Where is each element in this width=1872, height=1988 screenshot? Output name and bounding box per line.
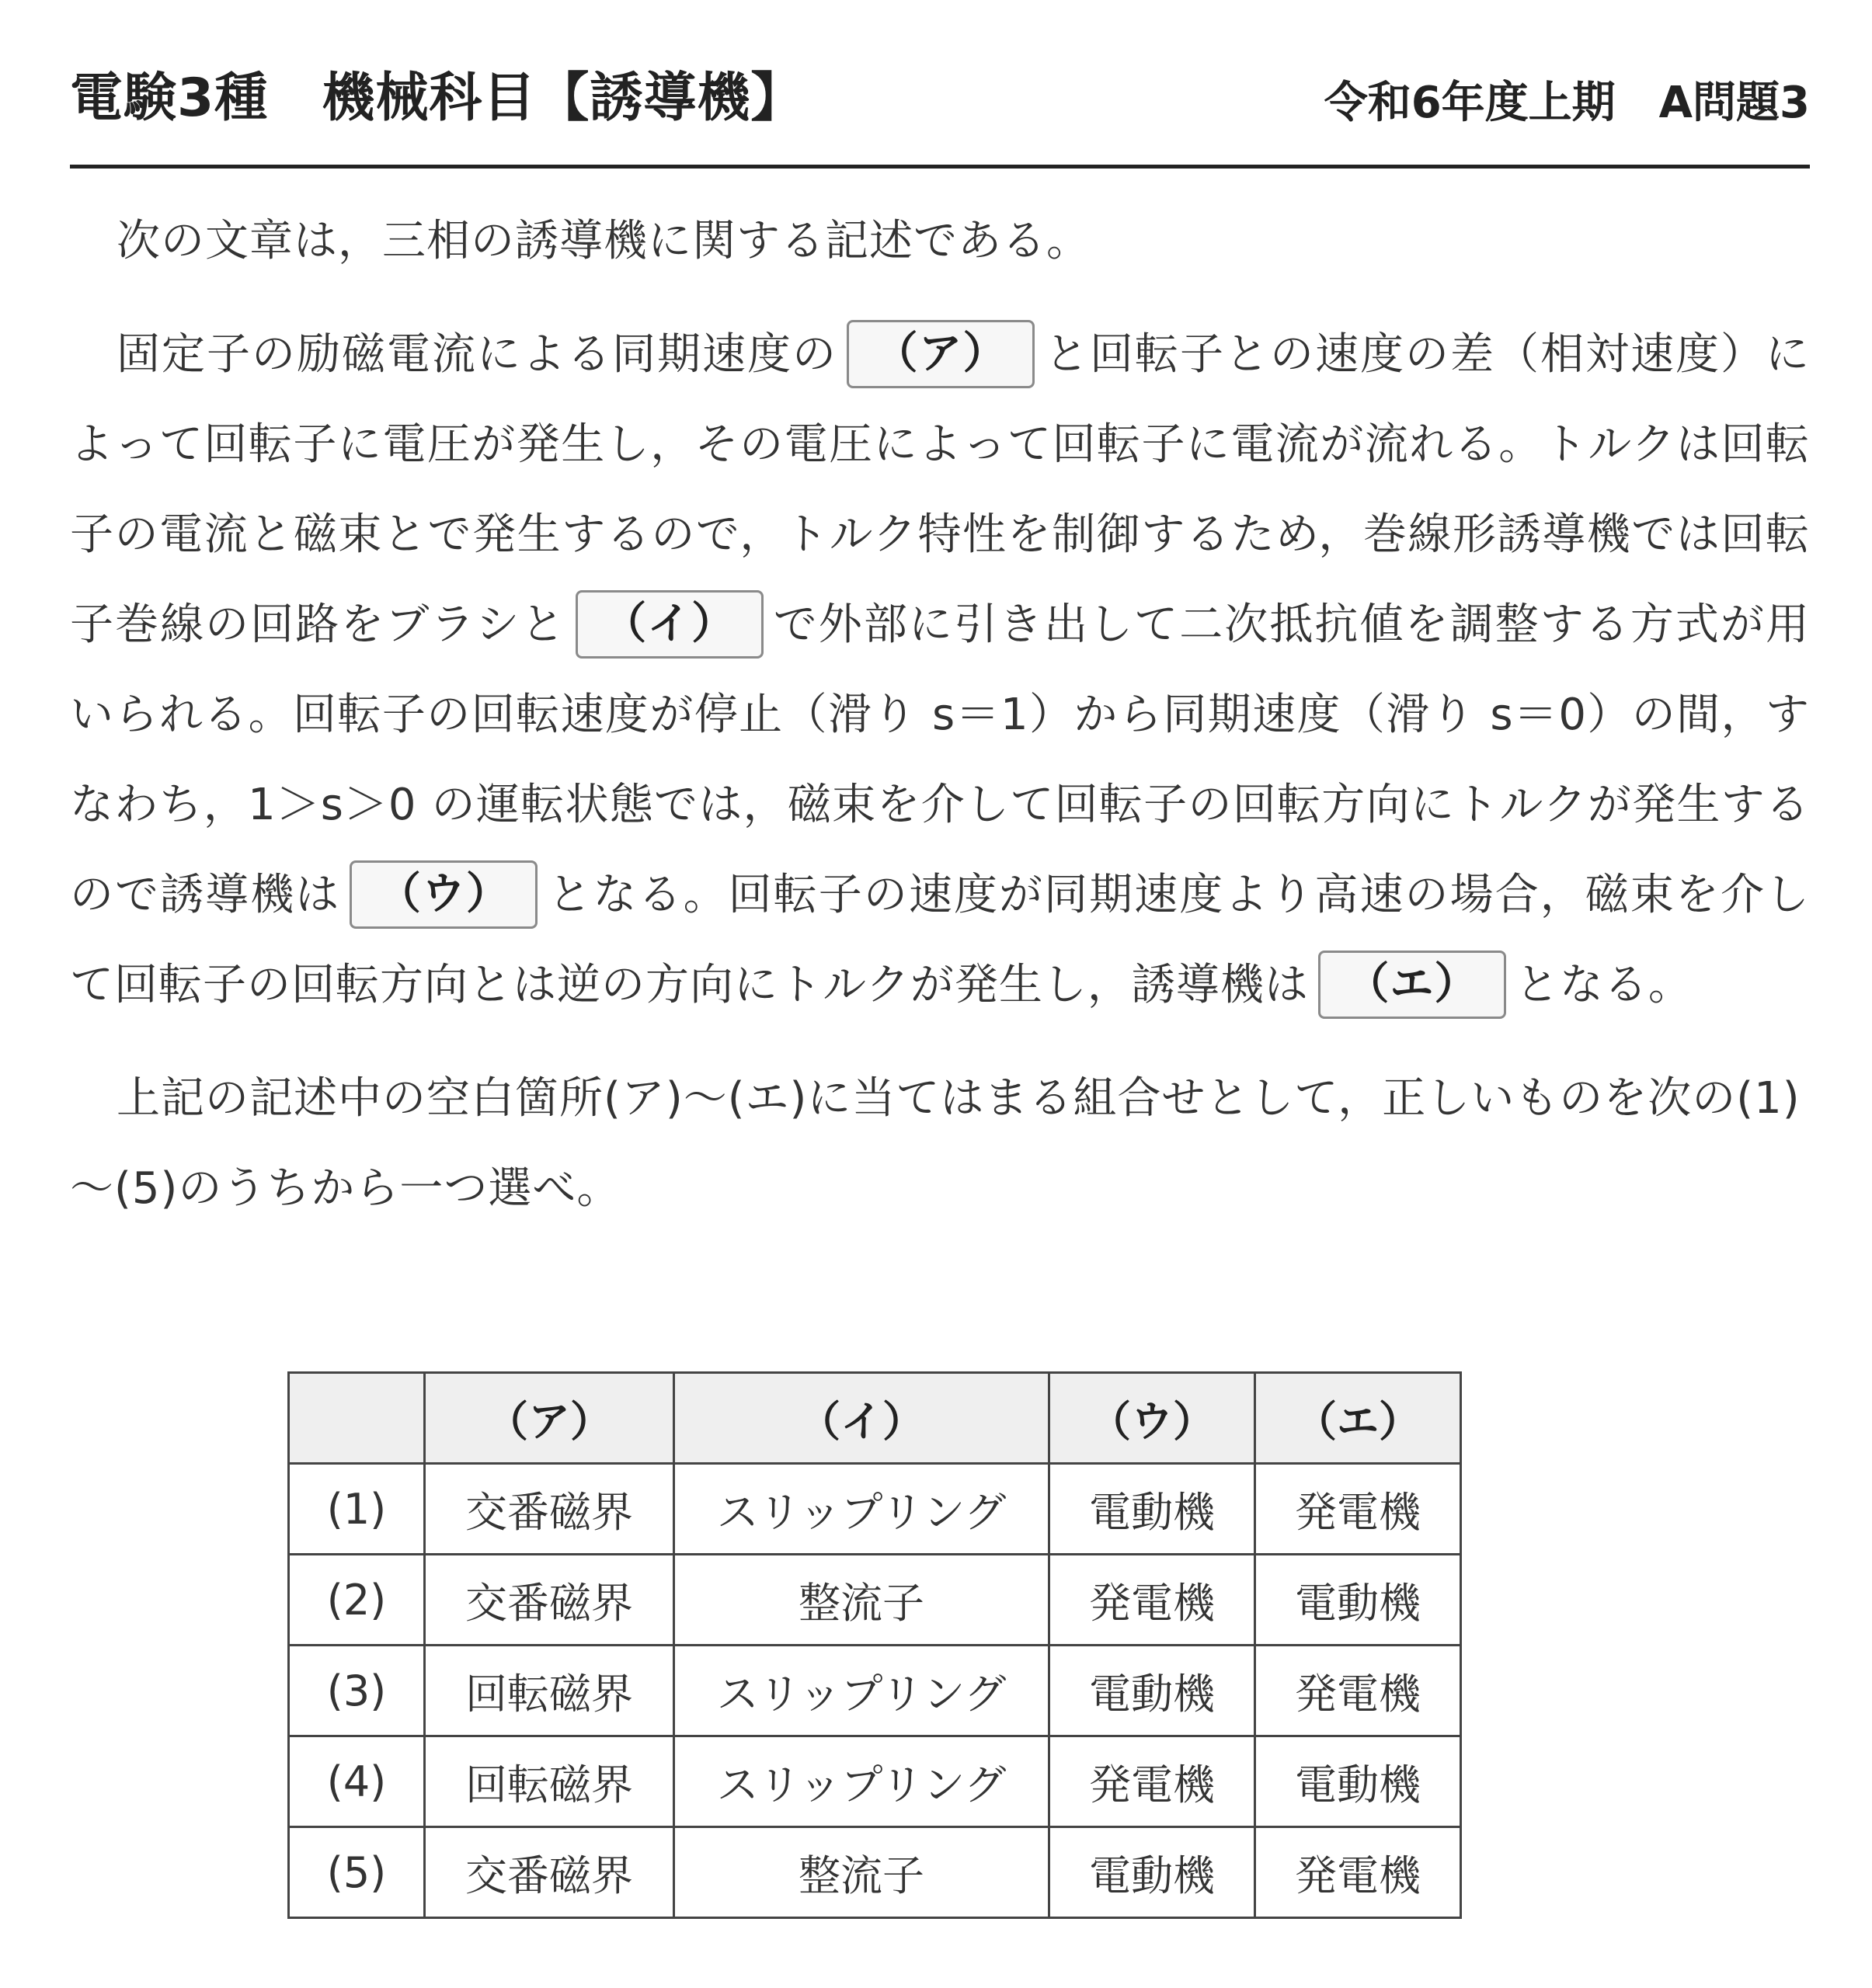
- page-title: 電験3種 機械科目【誘導機】: [70, 68, 805, 129]
- table-row: [289, 1827, 1461, 1918]
- table-header-cell: （ウ）: [1049, 1373, 1255, 1464]
- choice-number: (3): [289, 1646, 425, 1736]
- table-cell: 回転磁界: [425, 1646, 674, 1736]
- table-header-cell: [289, 1373, 425, 1464]
- table-cell: 整流子: [674, 1555, 1049, 1646]
- choice-number: (5): [289, 1827, 425, 1918]
- table-cell: 電動機: [1049, 1827, 1255, 1918]
- table-cell: 電動機: [1255, 1736, 1461, 1827]
- blank-i: （イ）: [576, 590, 764, 659]
- table-header-cell: （エ）: [1255, 1373, 1461, 1464]
- table-cell: 交番磁界: [425, 1464, 674, 1555]
- table-cell: スリップリング: [674, 1646, 1049, 1736]
- table-cell: 発電機: [1255, 1646, 1461, 1736]
- blank-a: （ア）: [847, 320, 1035, 388]
- table-cell: 回転磁界: [425, 1736, 674, 1827]
- choice-number: (4): [289, 1736, 425, 1827]
- passage-segment: 固定子の励磁電流による同期速度の: [117, 329, 837, 380]
- table-row: [289, 1464, 1461, 1555]
- table-cell: スリップリング: [674, 1464, 1049, 1555]
- intro-text: 次の文章は，三相の誘導機に関する記述である。: [117, 216, 1091, 266]
- table-cell: 発電機: [1255, 1827, 1461, 1918]
- problem-passage: [70, 310, 1810, 1030]
- table-cell: スリップリング: [674, 1736, 1049, 1827]
- table-row: [289, 1646, 1461, 1736]
- table-cell: 発電機: [1049, 1555, 1255, 1646]
- choice-number: (1): [289, 1464, 425, 1555]
- passage-segment: と回転子との速度の差（相対速度）によって回転子に電圧が発生し，その電圧によって回転子に電流が流れる。トルクは回転子の電流と磁束とで発生するので，トルク特性を制御するため，巻線形誘導機では回転子巻線の回路をブラシと: [70, 329, 1810, 650]
- table-row: [289, 1736, 1461, 1827]
- passage-segment: となる。: [1515, 960, 1693, 1010]
- table-header-cell: （イ）: [674, 1373, 1049, 1464]
- table-cell: 交番磁界: [425, 1827, 674, 1918]
- table-row: [289, 1555, 1461, 1646]
- blank-e: （エ）: [1318, 951, 1506, 1019]
- table-header-cell: （ア）: [425, 1373, 674, 1464]
- blank-u: （ウ）: [350, 860, 538, 929]
- table-cell: 発電機: [1255, 1464, 1461, 1555]
- table-cell: 交番磁界: [425, 1555, 674, 1646]
- exam-page: [70, 0, 1810, 1234]
- table-header-row: [289, 1373, 1461, 1464]
- table-cell: 電動機: [1049, 1464, 1255, 1555]
- page-header: [70, 0, 1810, 169]
- exam-session-label: 令和6年度上期 A問題3: [1324, 78, 1810, 128]
- choice-number: (2): [289, 1555, 425, 1646]
- passage-segment: となる。回転子の速度が同期速度より高速の場合，磁束を介して回転子の回転方向とは逆の方向にトルクが発生し，誘導機は: [70, 870, 1811, 1010]
- question-text: 上記の記述中の空白箇所(ア)～(エ)に当てはまる組合せとして，正しいものを次の(1)～(5)のうちから一つ選べ。: [70, 1073, 1801, 1214]
- answer-choices-table: [287, 1371, 1462, 1919]
- table-cell: 整流子: [674, 1827, 1049, 1918]
- table-cell: 電動機: [1049, 1646, 1255, 1736]
- table-cell: 発電機: [1049, 1736, 1255, 1827]
- table-cell: 電動機: [1255, 1555, 1461, 1646]
- passage-segment: で外部に引き出して二次抵抗値を調整する方式が用いられる。回転子の回転速度が停止（滑り s＝1）から同期速度（滑り s＝0）の間，すなわち，1＞s＞0 の運転状態では，磁束を介して回転子の回転方向にトルクが発生するので誘導機は: [70, 600, 1811, 920]
